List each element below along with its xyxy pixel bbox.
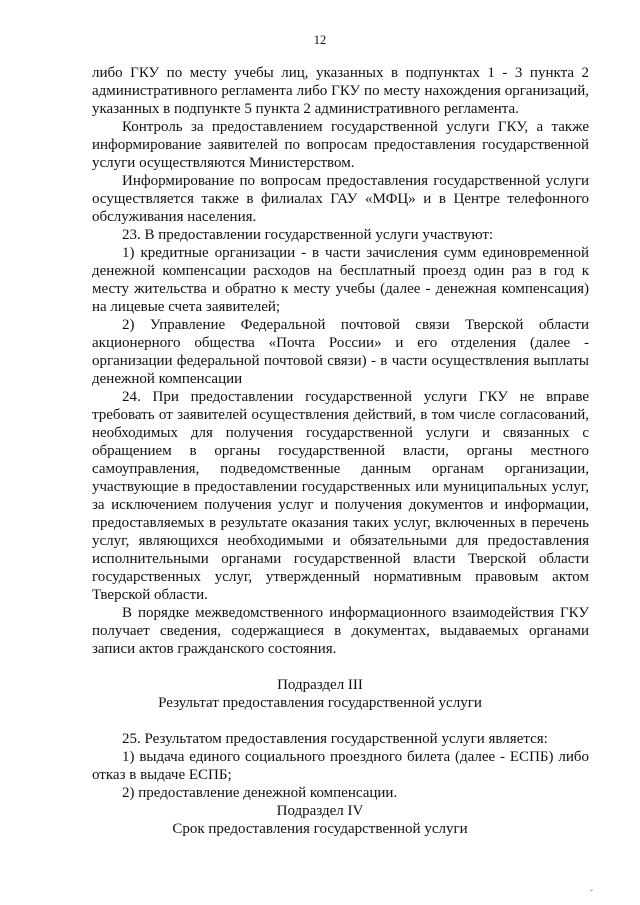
text-line: необходимых для получения государственной услуги и связанных с <box>92 425 589 441</box>
text-line: услуг, являющихся необходимыми и обязательными для предоставления <box>92 533 589 549</box>
text-line: предоставляемых в результате оказания таких услуг, включенных в перечень <box>92 515 589 531</box>
text-line: услуги осуществляются Министерством. <box>92 155 355 171</box>
text-line: информирование заявителей по вопросам предоставления государственной <box>92 137 589 153</box>
text-line: участвующие в предоставлении государственных или муниципальных услуг, <box>92 479 589 495</box>
text-line: 24. При предоставлении государственной услуги ГКУ не вправе <box>122 389 589 405</box>
text-line: получает сведения, содержащиеся в документах, выдаваемых органами <box>92 623 589 639</box>
text-line: денежной компенсации <box>92 371 243 387</box>
text-line: обращением в органы государственной власти, органы местного <box>92 443 589 459</box>
page-number: 12 <box>313 33 327 47</box>
text-line: административного регламента либо ГКУ по месту нахождения организаций, <box>92 83 589 99</box>
text-line: государственных услуг, утвержденный нормативным правовым актом <box>92 569 589 585</box>
text-line: акционерного общества «Почта России» и его отделения (далее - <box>92 335 589 351</box>
text-line: за исключением получения услуг и получения документов и информации, <box>92 497 589 513</box>
text-line: обслуживания населения. <box>92 209 257 225</box>
text-line: 2) предоставление денежной компенсации. <box>122 785 398 801</box>
text-line: требовать от заявителей осуществления действий, в том числе согласований, <box>92 407 589 423</box>
text-line: организации федеральной почтовой связи) - в части осуществления выплаты <box>92 353 589 369</box>
text-line: Информирование по вопросам предоставления государственной услуги <box>122 173 589 189</box>
text-line: на лицевые счета заявителей; <box>92 299 281 315</box>
text-line: месту жительства и обратно к месту учебы (далее - денежная компенсация) <box>92 281 589 297</box>
subsection-title: Результат предоставления государственной услуги <box>158 695 482 711</box>
text-line: денежной компенсации расходов на бесплатный проезд один раз в год к <box>92 263 589 279</box>
subsection-number: Подраздел IV <box>276 803 364 819</box>
text-line: В порядке межведомственного информационного взаимодействия ГКУ <box>122 605 589 621</box>
text-line: самоуправления, подведомственные данным органам организации, <box>92 461 589 477</box>
text-line: 1) кредитные организации - в части зачисления сумм единовременной <box>122 245 589 261</box>
text-line: Контроль за предоставлением государственной услуги ГКУ, а также <box>122 119 589 135</box>
text-line: исполнительными органами государственной власти Тверской области <box>92 551 589 567</box>
subsection-number: Подраздел III <box>277 677 363 693</box>
text-line: 23. В предоставлении государственной услуги участвуют: <box>122 227 494 243</box>
text-line: Тверской области. <box>92 587 208 603</box>
text-line: либо ГКУ по месту учебы лиц, указанных в подпунктах 1 - 3 пункта 2 <box>92 65 589 81</box>
text-line: отказ в выдаче ЕСПБ; <box>92 767 232 783</box>
subsection-title: Срок предоставления государственной услуги <box>172 821 468 837</box>
text-line: 1) выдача единого социального проездного билета (далее - ЕСПБ) либо <box>122 749 589 765</box>
text-line: указанных в подпункте 5 пункта 2 административного регламента. <box>92 101 519 117</box>
text-line: 2) Управление Федеральной почтовой связи Тверской области <box>122 317 589 333</box>
text-line: 25. Результатом предоставления государственной услуги является: <box>122 731 548 747</box>
text-line: осуществляется также в филиалах ГАУ «МФЦ» и в Центре телефонного <box>92 191 589 207</box>
scan-mark: ˇ <box>590 888 593 898</box>
text-line: записи актов гражданского состояния. <box>92 641 337 657</box>
